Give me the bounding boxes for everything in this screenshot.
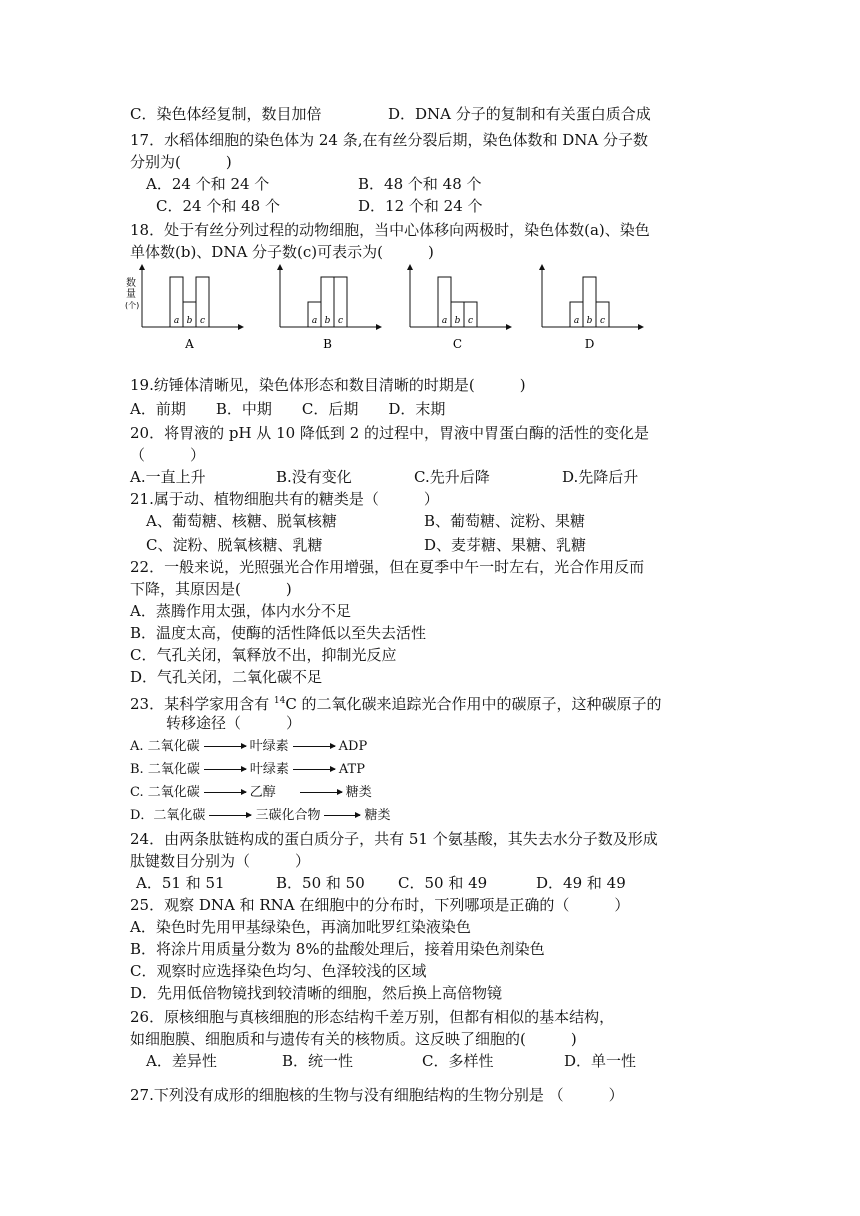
q19-options: A．前期 B．中期 C．后期 D．末期 xyxy=(130,400,446,418)
q25-option-a: A．染色时先用甲基绿染色，再滴加吡罗红染液染色 xyxy=(130,918,471,936)
q18-stem-2: 单体数(b)、DNA 分子数(c)可表示为( ) xyxy=(130,243,434,261)
arrow-icon xyxy=(293,746,335,747)
q25-stem: 25．观察 DNA 和 RNA 在细胞中的分布时，下列哪项是正确的（ ） xyxy=(130,896,630,914)
q20-stem-2: （ ） xyxy=(130,446,206,464)
q22-option-d: D．气孔关闭，二氧化碳不足 xyxy=(130,668,323,686)
q24-option-c: C．50 和 49 xyxy=(398,874,488,892)
bar-label-a: a xyxy=(573,316,580,326)
pathway-mid: 叶绿素 xyxy=(249,762,289,777)
arrow-icon xyxy=(204,769,246,770)
bar-label-b: b xyxy=(586,316,593,326)
arrow-icon xyxy=(300,792,342,793)
q26-stem: 26．原核细胞与真核细胞的形态结构千差万别，但都有相似的基本结构， xyxy=(130,1008,615,1026)
q19-stem: 19.纺锤体清晰见，染色体形态和数目清晰的时期是( ) xyxy=(130,376,526,394)
q23-option-c xyxy=(130,783,372,803)
chart-option-label: B xyxy=(323,337,332,351)
q20-stem: 20．将胃液的 pH 从 10 降低到 2 的过程中，胃液中胃蛋白酶的活性的变化是 xyxy=(130,424,650,442)
bar-chart-c xyxy=(392,262,517,352)
chart-option-label: C xyxy=(452,337,463,351)
q21-option-c: C、淀粉、脱氧核糖、乳糖 xyxy=(146,536,323,554)
bar-chart-d xyxy=(524,262,649,352)
q27-stem: 27.下列没有成形的细胞核的生物与没有细胞结构的生物分别是 （ ） xyxy=(130,1086,624,1104)
q25-option-b: B．将涂片用质量分数为 8%的盐酸处理后，接着用染色剂染色 xyxy=(130,940,545,958)
q23-stem-2: 转移途径（ ） xyxy=(166,714,302,732)
q22-option-a: A．蒸腾作用太强，体内水分不足 xyxy=(130,602,351,620)
chart-option-label: D xyxy=(584,337,595,351)
bar-label-b: b xyxy=(324,316,331,326)
x-axis-arrow-icon xyxy=(238,324,244,330)
q17-option-b: B．48 个和 48 个 xyxy=(358,175,482,193)
y-axis-arrow-icon xyxy=(407,264,413,270)
pathway-mid: 叶绿素 xyxy=(249,739,289,754)
bar-chart-a xyxy=(124,262,249,352)
q21-stem: 21.属于动、植物细胞共有的糖类是（ ） xyxy=(130,490,439,508)
q22-stem: 22．一般来说，光照强光合作用增强，但在夏季中午一时左右，光合作用反而 xyxy=(130,558,645,576)
q23-option-d xyxy=(130,806,390,826)
q21-option-a: A、葡萄糖、核糖、脱氧核糖 xyxy=(146,512,337,530)
q26-option-a: A．差异性 xyxy=(146,1052,217,1070)
bar-label-a: a xyxy=(311,316,318,326)
pathway-start: B. 二氧化碳 xyxy=(130,762,200,777)
q17-option-c: C．24 个和 48 个 xyxy=(156,197,280,215)
bar-label-b: b xyxy=(186,316,193,326)
pathway-mid: 三碳化合物 xyxy=(255,808,321,823)
bar-label-c: c xyxy=(599,316,606,326)
bar-label-c: c xyxy=(337,316,344,326)
q23-option-b xyxy=(130,760,365,780)
q23-option-a xyxy=(130,737,367,757)
pathway-end: 糖类 xyxy=(364,808,391,823)
bar-label-a: a xyxy=(441,316,448,326)
q26-option-c: C．多样性 xyxy=(422,1052,494,1070)
bar-chart-b xyxy=(262,262,387,352)
q20-option-a: A.一直上升 xyxy=(130,468,206,486)
pathway-end: 糖类 xyxy=(345,785,372,800)
q17-stem: 17．水稻体细胞的染色体为 24 条,在有丝分裂后期，染色体数和 DNA 分子数 xyxy=(130,131,649,149)
bar-label-b: b xyxy=(454,316,461,326)
bar-label-a: a xyxy=(173,316,180,326)
q17-option-d: D．12 个和 24 个 xyxy=(358,197,483,215)
q20-option-b: B.没有变化 xyxy=(276,468,352,486)
q23-isotope-mass: 14 xyxy=(273,696,286,706)
q21-option-d: D、麦芽糖、果糖、乳糖 xyxy=(424,536,587,554)
q26-option-b: B．统一性 xyxy=(282,1052,354,1070)
x-axis-arrow-icon xyxy=(376,324,382,330)
q22-option-c: C．气孔关闭，氧释放不出，抑制光反应 xyxy=(130,646,397,664)
y-axis-arrow-icon xyxy=(277,264,283,270)
q20-option-c: C.先升后降 xyxy=(414,468,490,486)
y-axis-arrow-icon xyxy=(139,264,145,270)
q24-option-b: B．50 和 50 xyxy=(276,874,365,892)
q25-option-c: C．观察时应选择染色均匀、色泽较浅的区域 xyxy=(130,962,427,980)
pathway-mid: 乙醇 xyxy=(249,785,276,800)
x-axis-arrow-icon xyxy=(638,324,644,330)
q26-option-d: D．单一性 xyxy=(564,1052,637,1070)
pathway-end: ATP xyxy=(338,762,365,777)
q24-option-d: D．49 和 49 xyxy=(536,874,626,892)
q21-option-b: B、葡萄糖、淀粉、果糖 xyxy=(424,512,586,530)
q20-option-d: D.先降后升 xyxy=(562,468,639,486)
bar-label-c: c xyxy=(199,316,206,326)
q24-option-a: A．51 和 51 xyxy=(136,874,225,892)
arrow-icon xyxy=(324,815,360,816)
x-axis-arrow-icon xyxy=(506,324,512,330)
q18-stem: 18．处于有丝分列过程的动物细胞，当中心体移向两极时，染色体数(a)、染色 xyxy=(130,221,650,239)
q16-option-c: C．染色体经复制，数目加倍 xyxy=(130,105,322,123)
pathway-start: D．二氧化碳 xyxy=(130,808,206,823)
q23-stem-pre: 23．某科学家用含有 xyxy=(130,695,274,713)
pathway-end: ADP xyxy=(338,739,368,754)
q24-stem: 24．由两条肽链构成的蛋白质分子，共有 51 个氨基酸，其失去水分子数及形成 xyxy=(130,830,658,848)
q25-option-d: D．先用低倍物镜找到较清晰的细胞，然后换上高倍物镜 xyxy=(130,984,503,1002)
y-axis-arrow-icon xyxy=(539,264,545,270)
pathway-start: C. 二氧化碳 xyxy=(130,785,200,800)
q17-stem-2: 分别为( ) xyxy=(130,153,232,171)
q22-option-b: B．温度太高，使酶的活性降低以至失去活性 xyxy=(130,624,427,642)
arrow-icon xyxy=(209,815,251,816)
bar-label-c: c xyxy=(467,316,474,326)
q24-stem-2: 肽键数目分别为（ ） xyxy=(130,852,311,870)
chart-option-label: A xyxy=(185,337,194,351)
q16-option-d: D．DNA 分子的复制和有关蛋白质合成 xyxy=(388,105,651,123)
arrow-icon xyxy=(293,769,335,770)
q23-stem xyxy=(130,691,662,714)
pathway-start: A. 二氧化碳 xyxy=(130,739,200,754)
arrow-icon xyxy=(204,792,246,793)
q26-stem-2: 如细胞膜、细胞质和与遗传有关的核物质。这反映了细胞的( ) xyxy=(130,1030,577,1048)
arrow-icon xyxy=(204,746,246,747)
q22-stem-2: 下降，其原因是( ) xyxy=(130,580,292,598)
q23-stem-post: C 的二氧化碳来追踪光合作用中的碳原子，这种碳原子的 xyxy=(285,695,662,713)
q17-option-a: A．24 个和 24 个 xyxy=(146,175,270,193)
y-axis-label: 数量(个) xyxy=(125,278,140,310)
